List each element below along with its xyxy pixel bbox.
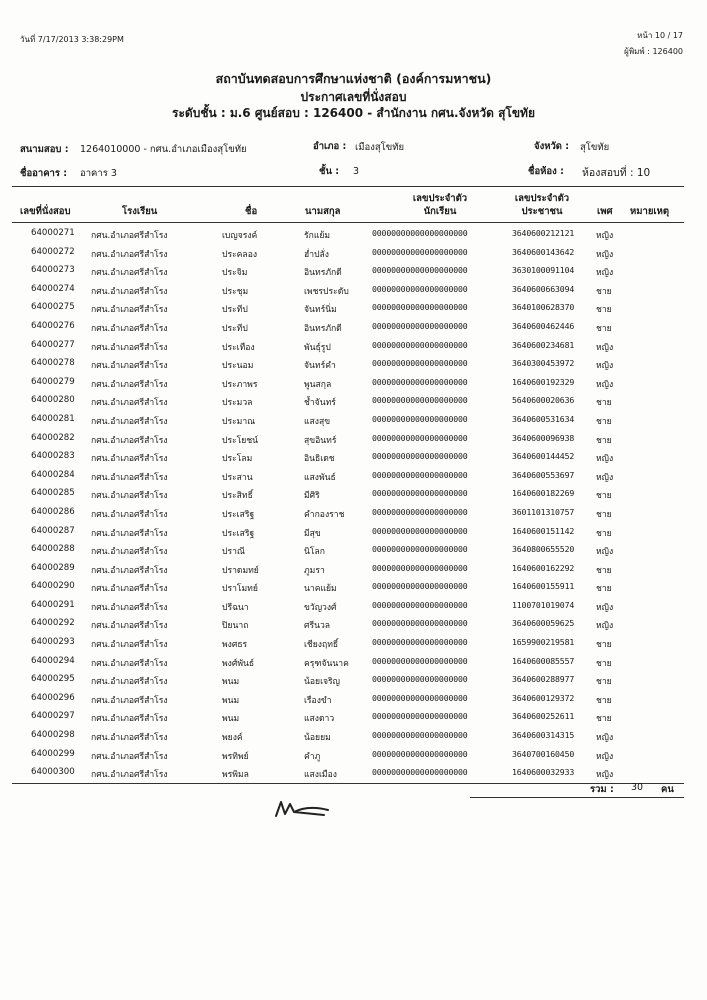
- sex-cell: ชาย: [596, 584, 612, 595]
- school-cell: กศน.อำเภอศรีสำโรง: [91, 435, 168, 446]
- venue-label: สนามสอบ :: [20, 144, 69, 155]
- first-name-cell: ประโยชน์: [222, 435, 259, 446]
- table-row: [12, 690, 684, 709]
- first-name-cell: พนม: [222, 714, 240, 725]
- first-name-cell: ประมาณ: [222, 416, 256, 427]
- printer-id: ผู้พิมพ์ : 126400: [624, 47, 683, 56]
- table-row: [12, 597, 684, 616]
- table-body: [12, 225, 684, 783]
- table-row: [12, 653, 684, 672]
- last-name-cell: สุขอินทร์: [304, 435, 337, 446]
- sex-cell: ชาย: [596, 714, 612, 725]
- school-cell: กศน.อำเภอศรีสำโรง: [91, 640, 168, 651]
- table-row: [12, 225, 684, 244]
- citizen-id-cell: 3640600553697: [512, 469, 575, 480]
- citizen-id-cell: 1640600192329: [512, 376, 575, 387]
- first-name-cell: ประเสริฐ: [222, 509, 255, 520]
- table-row: [12, 355, 684, 374]
- citizen-id-cell: 1640600032933: [512, 767, 575, 778]
- col-student-id-2: นักเรียน: [423, 206, 457, 217]
- seat-no-cell: 64000280: [31, 395, 75, 406]
- school-cell: กศน.อำเภอศรีสำโรง: [91, 677, 168, 688]
- last-name-cell: มีสุข: [304, 528, 321, 539]
- table-row: [12, 746, 684, 765]
- citizen-id-cell: 3640600143642: [512, 246, 575, 257]
- student-id-cell: 00000000000000000000: [372, 488, 468, 499]
- col-sex: เพศ: [597, 206, 613, 217]
- sex-cell: ชาย: [596, 323, 612, 334]
- school-cell: กศน.อำเภอศรีสำโรง: [91, 695, 168, 706]
- district-value: เมืองสุโขทัย: [355, 142, 405, 153]
- student-id-cell: 00000000000000000000: [372, 283, 468, 294]
- school-cell: กศน.อำเภอศรีสำโรง: [91, 547, 168, 558]
- last-name-cell: ฮ่ำปลั่ง: [304, 249, 329, 260]
- student-id-cell: 00000000000000000000: [372, 469, 468, 480]
- school-cell: กศน.อำเภอศรีสำโรง: [91, 751, 168, 762]
- first-name-cell: เบญจรงค์: [222, 231, 258, 241]
- page-number: หน้า 10 / 17: [637, 31, 683, 40]
- student-id-cell: 00000000000000000000: [372, 637, 468, 648]
- table-row: [12, 448, 684, 467]
- citizen-id-cell: 1640600151142: [512, 525, 575, 536]
- student-id-cell: 00000000000000000000: [372, 674, 468, 685]
- sex-cell: หญิง: [596, 733, 614, 744]
- citizen-id-cell: 3640600059625: [512, 618, 575, 629]
- student-id-cell: 00000000000000000000: [372, 730, 468, 741]
- sex-cell: หญิง: [596, 379, 614, 390]
- last-name-cell: น้อยยม: [304, 733, 331, 744]
- sex-cell: หญิง: [596, 602, 614, 613]
- citizen-id-cell: 1100701019074: [512, 599, 575, 610]
- school-cell: กศน.อำเภอศรีสำโรง: [91, 602, 168, 613]
- sex-cell: หญิง: [596, 231, 614, 241]
- school-cell: กศน.อำเภอศรีสำโรง: [91, 323, 168, 334]
- seat-no-cell: 64000283: [31, 451, 75, 462]
- student-id-cell: 00000000000000000000: [372, 320, 468, 331]
- seat-no-cell: 64000291: [31, 599, 75, 610]
- col-last-name: นามสกุล: [305, 206, 341, 217]
- seat-no-cell: 64000278: [31, 358, 75, 369]
- school-cell: กศน.อำเภอศรีสำโรง: [91, 398, 168, 409]
- table-header-rule: [12, 222, 684, 223]
- school-cell: กศน.อำเภอศรีสำโรง: [91, 416, 168, 427]
- first-name-cell: ประสาน: [222, 472, 253, 483]
- seat-no-cell: 64000299: [31, 748, 75, 759]
- sex-cell: ชาย: [596, 286, 612, 297]
- first-name-cell: ปิยนาถ: [222, 621, 249, 632]
- table-row: [12, 560, 684, 579]
- sex-cell: หญิง: [596, 621, 614, 632]
- table-row: [12, 615, 684, 634]
- table-row: [12, 634, 684, 653]
- sex-cell: ชาย: [596, 677, 612, 688]
- student-id-cell: 00000000000000000000: [372, 748, 468, 759]
- seat-no-cell: 64000292: [31, 618, 75, 629]
- school-cell: กศน.อำเภอศรีสำโรง: [91, 454, 168, 465]
- student-id-cell: 00000000000000000000: [372, 525, 468, 536]
- table-row: [12, 318, 684, 337]
- school-cell: กศน.อำเภอศรีสำโรง: [91, 770, 168, 781]
- col-seat-no: เลขที่นั่งสอบ: [20, 206, 71, 217]
- seat-no-cell: 64000281: [31, 413, 75, 424]
- sex-cell: หญิง: [596, 268, 614, 279]
- citizen-id-cell: 3601101310757: [512, 506, 575, 517]
- table-row: [12, 708, 684, 727]
- student-id-cell: 00000000000000000000: [372, 228, 468, 238]
- first-name-cell: พนม: [222, 677, 240, 688]
- student-id-cell: 00000000000000000000: [372, 246, 468, 257]
- citizen-id-cell: 1640600162292: [512, 562, 575, 573]
- school-cell: กศน.อำเภอศรีสำโรง: [91, 584, 168, 595]
- last-name-cell: จันทร์คำ: [304, 361, 336, 372]
- sex-cell: ชาย: [596, 416, 612, 427]
- citizen-id-cell: 1640600155911: [512, 581, 575, 592]
- province-value: สุโขทัย: [580, 142, 610, 153]
- seat-no-cell: 64000277: [31, 339, 75, 350]
- school-cell: กศน.อำเภอศรีสำโรง: [91, 305, 168, 316]
- student-id-cell: 00000000000000000000: [372, 376, 468, 387]
- student-id-cell: 00000000000000000000: [372, 265, 468, 276]
- citizen-id-cell: 3640600663094: [512, 283, 575, 294]
- seat-no-cell: 64000271: [31, 228, 75, 238]
- first-name-cell: ประเทือง: [222, 342, 255, 353]
- seat-no-cell: 64000284: [31, 469, 75, 480]
- sex-cell: ชาย: [596, 695, 612, 706]
- student-id-cell: 00000000000000000000: [372, 655, 468, 666]
- table-bottom-rule: [12, 783, 684, 784]
- school-cell: กศน.อำเภอศรีสำโรง: [91, 565, 168, 576]
- col-first-name: ชื่อ: [245, 206, 258, 217]
- student-id-cell: 00000000000000000000: [372, 451, 468, 462]
- seat-no-cell: 64000272: [31, 246, 75, 257]
- school-cell: กศน.อำเภอศรีสำโรง: [91, 268, 168, 279]
- student-id-cell: 00000000000000000000: [372, 692, 468, 703]
- citizen-id-cell: 3640600096938: [512, 432, 575, 443]
- seat-no-cell: 64000286: [31, 506, 75, 517]
- building-value: อาคาร 3: [80, 168, 117, 179]
- seat-no-cell: 64000282: [31, 432, 75, 443]
- sex-cell: ชาย: [596, 305, 612, 316]
- first-name-cell: พงศธร: [222, 640, 248, 651]
- table-row: [12, 299, 684, 318]
- citizen-id-cell: 3640600531634: [512, 413, 575, 424]
- citizen-id-cell: 3640600144452: [512, 451, 575, 462]
- col-citizen-id-2: ประชาชน: [521, 206, 563, 217]
- last-name-cell: พันธุ์รูป: [304, 342, 331, 353]
- student-id-cell: 00000000000000000000: [372, 413, 468, 424]
- school-cell: กศน.อำเภอศรีสำโรง: [91, 528, 168, 539]
- first-name-cell: ประทีป: [222, 305, 248, 316]
- school-cell: กศน.อำเภอศรีสำโรง: [91, 621, 168, 632]
- student-id-cell: 00000000000000000000: [372, 358, 468, 369]
- student-id-cell: 00000000000000000000: [372, 544, 468, 555]
- table-row: [12, 727, 684, 746]
- seat-no-cell: 64000300: [31, 767, 75, 778]
- last-name-cell: ช้ำจันทร์: [304, 398, 336, 409]
- last-name-cell: ขวัญวงศ์: [304, 602, 337, 613]
- citizen-id-cell: 1640600085557: [512, 655, 575, 666]
- floor-label: ชั้น :: [319, 166, 340, 177]
- signature-mark: [272, 796, 332, 822]
- sex-cell: ชาย: [596, 509, 612, 520]
- org-title: สถาบันทดสอบการศึกษาแห่งชาติ (องค์การมหาชน): [215, 71, 492, 86]
- province-label: จังหวัด :: [534, 141, 570, 152]
- last-name-cell: เชียงฤทธิ์: [304, 640, 339, 651]
- last-name-cell: มีศิริ: [304, 491, 320, 502]
- seat-no-cell: 64000288: [31, 544, 75, 555]
- table-row: [12, 523, 684, 542]
- sex-cell: ชาย: [596, 491, 612, 502]
- seat-no-cell: 64000285: [31, 488, 75, 499]
- citizen-id-cell: 3640300453972: [512, 358, 575, 369]
- sex-cell: ชาย: [596, 658, 612, 669]
- sex-cell: หญิง: [596, 547, 614, 558]
- room-label: ชื่อห้อง :: [528, 166, 564, 177]
- first-name-cell: พนม: [222, 695, 240, 706]
- school-cell: กศน.อำเภอศรีสำโรง: [91, 658, 168, 669]
- table-row: [12, 764, 684, 783]
- student-id-cell: 00000000000000000000: [372, 599, 468, 610]
- table-row: [12, 337, 684, 356]
- level-line: ระดับชั้น : ม.6 ศูนย์สอบ : 126400 - สำนักงาน กศน.จังหวัด สุโขทัย: [172, 106, 535, 120]
- table-row: [12, 281, 684, 300]
- last-name-cell: พูนสกุล: [304, 379, 332, 390]
- last-name-cell: แสงสุข: [304, 416, 331, 427]
- table-row: [12, 485, 684, 504]
- school-cell: กศน.อำเภอศรีสำโรง: [91, 342, 168, 353]
- first-name-cell: ปราดมทย์: [222, 565, 259, 576]
- last-name-cell: นิโลก: [304, 547, 325, 558]
- first-name-cell: ประสิทธิ์: [222, 491, 253, 502]
- first-name-cell: ประภาพร: [222, 379, 258, 390]
- seat-no-cell: 64000287: [31, 525, 75, 536]
- table-row: [12, 504, 684, 523]
- first-name-cell: พรทิพย์: [222, 751, 249, 762]
- table-row: [12, 374, 684, 393]
- student-id-cell: 00000000000000000000: [372, 581, 468, 592]
- last-name-cell: แสงดาว: [304, 714, 335, 725]
- last-name-cell: อินทรภักดี: [304, 268, 342, 279]
- last-name-cell: เรืองขำ: [304, 695, 332, 706]
- student-id-cell: 00000000000000000000: [372, 395, 468, 406]
- school-cell: กศน.อำเภอศรีสำโรง: [91, 231, 168, 241]
- sex-cell: ชาย: [596, 435, 612, 446]
- last-name-cell: จันทร์นิ่ม: [304, 305, 337, 316]
- citizen-id-cell: 3640600288977: [512, 674, 575, 685]
- announcement-title: ประกาศเลขที่นั่งสอบ: [300, 90, 407, 104]
- first-name-cell: พยงค์: [222, 733, 243, 744]
- school-cell: กศน.อำเภอศรีสำโรง: [91, 379, 168, 390]
- first-name-cell: ประจิม: [222, 268, 248, 279]
- table-row: [12, 430, 684, 449]
- school-cell: กศน.อำเภอศรีสำโรง: [91, 361, 168, 372]
- table-row: [12, 541, 684, 560]
- first-name-cell: พรพิมล: [222, 770, 249, 781]
- last-name-cell: แสงพันธ์: [304, 472, 336, 483]
- first-name-cell: ปราณี: [222, 547, 245, 558]
- citizen-id-cell: 3640600314315: [512, 730, 575, 741]
- school-cell: กศน.อำเภอศรีสำโรง: [91, 491, 168, 502]
- last-name-cell: รักแย้ม: [304, 231, 331, 241]
- student-id-cell: 00000000000000000000: [372, 302, 468, 313]
- school-cell: กศน.อำเภอศรีสำโรง: [91, 509, 168, 520]
- student-id-cell: 00000000000000000000: [372, 711, 468, 722]
- last-name-cell: เพชรประดับ: [304, 286, 349, 297]
- sex-cell: หญิง: [596, 249, 614, 260]
- table-row: [12, 467, 684, 486]
- school-cell: กศน.อำเภอศรีสำโรง: [91, 733, 168, 744]
- student-id-cell: 00000000000000000000: [372, 339, 468, 350]
- table-row: [12, 411, 684, 430]
- venue-value: 1264010000 - กศน.อำเภอเมืองสุโขทัย: [80, 144, 247, 155]
- citizen-id-cell: 3640600234681: [512, 339, 575, 350]
- col-school: โรงเรียน: [122, 206, 158, 217]
- seat-no-cell: 64000295: [31, 674, 75, 685]
- table-row: [12, 244, 684, 263]
- building-label: ชื่ออาคาร :: [20, 168, 68, 179]
- last-name-cell: ครุฑจันนาค: [304, 658, 349, 669]
- citizen-id-cell: 3640600212121: [512, 228, 575, 238]
- first-name-cell: ปราโมทย์: [222, 584, 258, 595]
- citizen-id-cell: 3630100091104: [512, 265, 575, 276]
- seat-no-cell: 64000296: [31, 692, 75, 703]
- school-cell: กศน.อำเภอศรีสำโรง: [91, 714, 168, 725]
- citizen-id-cell: 3640700160450: [512, 748, 575, 759]
- school-cell: กศน.อำเภอศรีสำโรง: [91, 286, 168, 297]
- sex-cell: หญิง: [596, 472, 614, 483]
- first-name-cell: พงศ์พันธ์: [222, 658, 255, 669]
- room-value: ห้องสอบที่ : 10: [582, 167, 651, 179]
- student-id-cell: 00000000000000000000: [372, 506, 468, 517]
- first-name-cell: ประชุม: [222, 286, 249, 297]
- first-name-cell: ประเสริฐ: [222, 528, 255, 539]
- last-name-cell: แสงเมือง: [304, 770, 337, 781]
- school-cell: กศน.อำเภอศรีสำโรง: [91, 249, 168, 260]
- citizen-id-cell: 3640600252611: [512, 711, 575, 722]
- seat-no-cell: 64000289: [31, 562, 75, 573]
- floor-value: 3: [353, 166, 360, 177]
- total-label: รวม :: [590, 784, 614, 795]
- seat-no-cell: 64000273: [31, 265, 75, 276]
- sex-cell: หญิง: [596, 361, 614, 372]
- citizen-id-cell: 3640100628370: [512, 302, 575, 313]
- student-id-cell: 00000000000000000000: [372, 767, 468, 778]
- citizen-id-cell: 3640600462446: [512, 320, 575, 331]
- seat-no-cell: 64000297: [31, 711, 75, 722]
- first-name-cell: ประทีป: [222, 323, 248, 334]
- sex-cell: หญิง: [596, 454, 614, 465]
- total-unit: คน: [661, 784, 674, 795]
- seat-no-cell: 64000293: [31, 637, 75, 648]
- seat-no-cell: 64000279: [31, 376, 75, 387]
- last-name-cell: ศรีนวล: [304, 621, 331, 632]
- col-student-id-1: เลขประจำตัว: [412, 193, 468, 204]
- seat-no-cell: 64000276: [31, 320, 75, 331]
- total-rule: [470, 797, 684, 798]
- sex-cell: หญิง: [596, 751, 614, 762]
- sex-cell: ชาย: [596, 528, 612, 539]
- first-name-cell: ประนอม: [222, 361, 254, 372]
- last-name-cell: คำภู: [304, 751, 321, 762]
- last-name-cell: ภูมรา: [304, 565, 325, 576]
- citizen-id-cell: 1640600182269: [512, 488, 575, 499]
- last-name-cell: น้อยเจริญ: [304, 677, 340, 688]
- last-name-cell: คำกองราช: [304, 509, 345, 520]
- table-row: [12, 392, 684, 411]
- student-id-cell: 00000000000000000000: [372, 618, 468, 629]
- last-name-cell: อินธิเดช: [304, 454, 335, 465]
- sex-cell: ชาย: [596, 640, 612, 651]
- seat-no-cell: 64000290: [31, 581, 75, 592]
- seat-no-cell: 64000274: [31, 283, 75, 294]
- citizen-id-cell: 3640600129372: [512, 692, 575, 703]
- sex-cell: หญิง: [596, 342, 614, 353]
- table-row: [12, 262, 684, 281]
- student-id-cell: 00000000000000000000: [372, 432, 468, 443]
- first-name-cell: ประคลอง: [222, 249, 258, 260]
- print-date: วันที่ 7/17/2013 3:38:29PM: [20, 35, 124, 44]
- seat-no-cell: 64000275: [31, 302, 75, 313]
- citizen-id-cell: 5640600020636: [512, 395, 575, 406]
- total-value: 30: [631, 782, 644, 793]
- sex-cell: ชาย: [596, 398, 612, 409]
- col-remark: หมายเหตุ: [630, 206, 670, 217]
- table-top-rule: [12, 186, 684, 187]
- citizen-id-cell: 1659900219581: [512, 637, 575, 648]
- seat-no-cell: 64000298: [31, 730, 75, 741]
- table-row: [12, 671, 684, 690]
- first-name-cell: ประมวล: [222, 398, 253, 409]
- first-name-cell: ประโลม: [222, 454, 253, 465]
- last-name-cell: อินทรภักดี: [304, 323, 342, 334]
- sex-cell: หญิง: [596, 770, 614, 781]
- table-row: [12, 578, 684, 597]
- district-label: อำเภอ :: [313, 141, 347, 152]
- last-name-cell: นาคแย้ม: [304, 584, 337, 595]
- col-citizen-id-1: เลขประจำตัว: [514, 193, 570, 204]
- student-id-cell: 00000000000000000000: [372, 562, 468, 573]
- school-cell: กศน.อำเภอศรีสำโรง: [91, 472, 168, 483]
- seat-no-cell: 64000294: [31, 655, 75, 666]
- citizen-id-cell: 3640800655520: [512, 544, 575, 555]
- first-name-cell: ปรีฉนา: [222, 602, 249, 613]
- sex-cell: ชาย: [596, 565, 612, 576]
